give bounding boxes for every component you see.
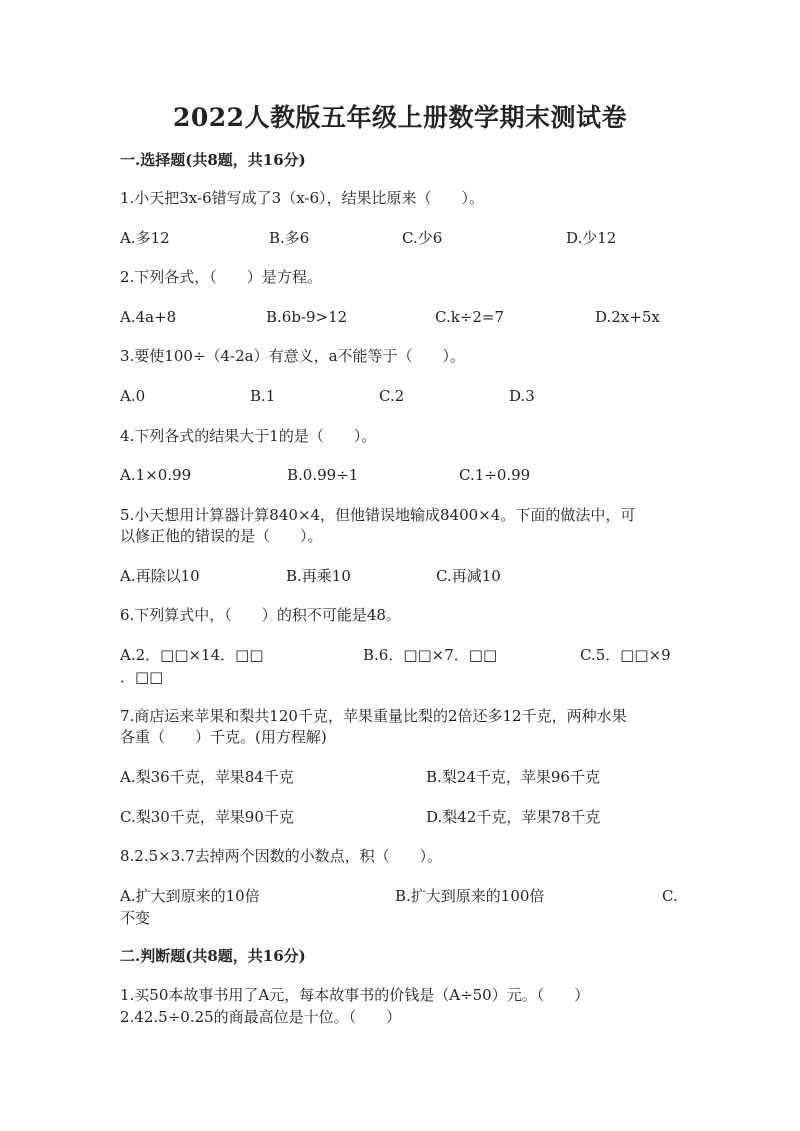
q4-option-b: B.0.99÷1: [287, 466, 359, 484]
q3-option-d: D.3: [509, 387, 535, 405]
q3-option-a: A.0: [120, 387, 146, 405]
page-title: 2022人教版五年级上册数学期末测试卷: [172, 103, 628, 132]
question-7-line-2: 各重（ ）千克。(用方程解): [120, 728, 327, 746]
q8-option-b: B.扩大到原来的100倍: [395, 887, 545, 905]
q8-option-c-wrap: 不变: [120, 909, 151, 927]
q6-option-b: B.6．□□×7．□□: [363, 646, 498, 664]
q5-option-b: B.再乘10: [286, 567, 351, 585]
question-5-line-1: 5.小天想用计算器计算840×4，但他错误地输成8400×4。下面的做法中，可: [120, 506, 636, 524]
q8-option-a: A.扩大到原来的10倍: [120, 887, 260, 905]
q1-option-a: A.多12: [120, 229, 170, 247]
q8-option-c: C.: [662, 887, 678, 905]
q1-option-b: B.多6: [269, 229, 310, 247]
section-heading-choice: 一.选择题(共8题，共16分): [120, 151, 306, 169]
q6-option-a: A.2．□□×14．□□: [120, 646, 264, 664]
question-5-line-2: 以修正他的错误的是（ ）。: [120, 527, 323, 545]
question-2: 2.下列各式，（ ）是方程。: [120, 268, 322, 286]
q2-option-d: D.2x+5x: [595, 308, 660, 326]
judgement-question-1: 1.买50本故事书用了A元，每本故事书的价钱是（A÷50）元。（ ）: [120, 986, 590, 1004]
q3-option-c: C.2: [379, 387, 405, 405]
question-6: 6.下列算式中，（ ）的积不可能是48。: [120, 606, 401, 624]
q5-option-a: A.再除以10: [120, 567, 200, 585]
q7-option-b: B.梨24千克，苹果96千克: [426, 768, 600, 786]
q2-option-b: B.6b-9>12: [266, 308, 348, 326]
q2-option-a: A.4a+8: [120, 308, 177, 326]
q7-option-c: C.梨30千克，苹果90千克: [120, 808, 294, 826]
q1-option-d: D.少12: [566, 229, 617, 247]
q7-option-a: A.梨36千克，苹果84千克: [120, 768, 294, 786]
q4-option-a: A.1×0.99: [120, 466, 192, 484]
q2-option-c: C.k÷2=7: [435, 308, 505, 326]
section-heading-judgement: 二.判断题(共8题，共16分): [120, 947, 306, 965]
question-3: 3.要使100÷（4-2a）有意义，a不能等于（ ）。: [120, 347, 466, 365]
q4-option-c: C.1÷0.99: [459, 466, 531, 484]
q6-option-c-wrap: ．□□: [120, 668, 164, 686]
question-4: 4.下列各式的结果大于1的是（ ）。: [120, 427, 377, 445]
question-1: 1.小天把3x-6错写成了3（x-6），结果比原来（ ）。: [120, 189, 485, 207]
question-8: 8.2.5×3.7去掉两个因数的小数点，积（ ）。: [120, 847, 443, 865]
q6-option-c: C.5．□□×9: [580, 646, 671, 664]
question-7-line-1: 7.商店运来苹果和梨共120千克，苹果重量比梨的2倍还多12千克，两种水果: [120, 707, 627, 725]
q5-option-c: C.再减10: [436, 567, 501, 585]
q1-option-c: C.少6: [402, 229, 443, 247]
q3-option-b: B.1: [250, 387, 276, 405]
judgement-question-2: 2.42.5÷0.25的商最高位是十位。（ ）: [120, 1008, 402, 1026]
q7-option-d: D.梨42千克，苹果78千克: [426, 808, 601, 826]
